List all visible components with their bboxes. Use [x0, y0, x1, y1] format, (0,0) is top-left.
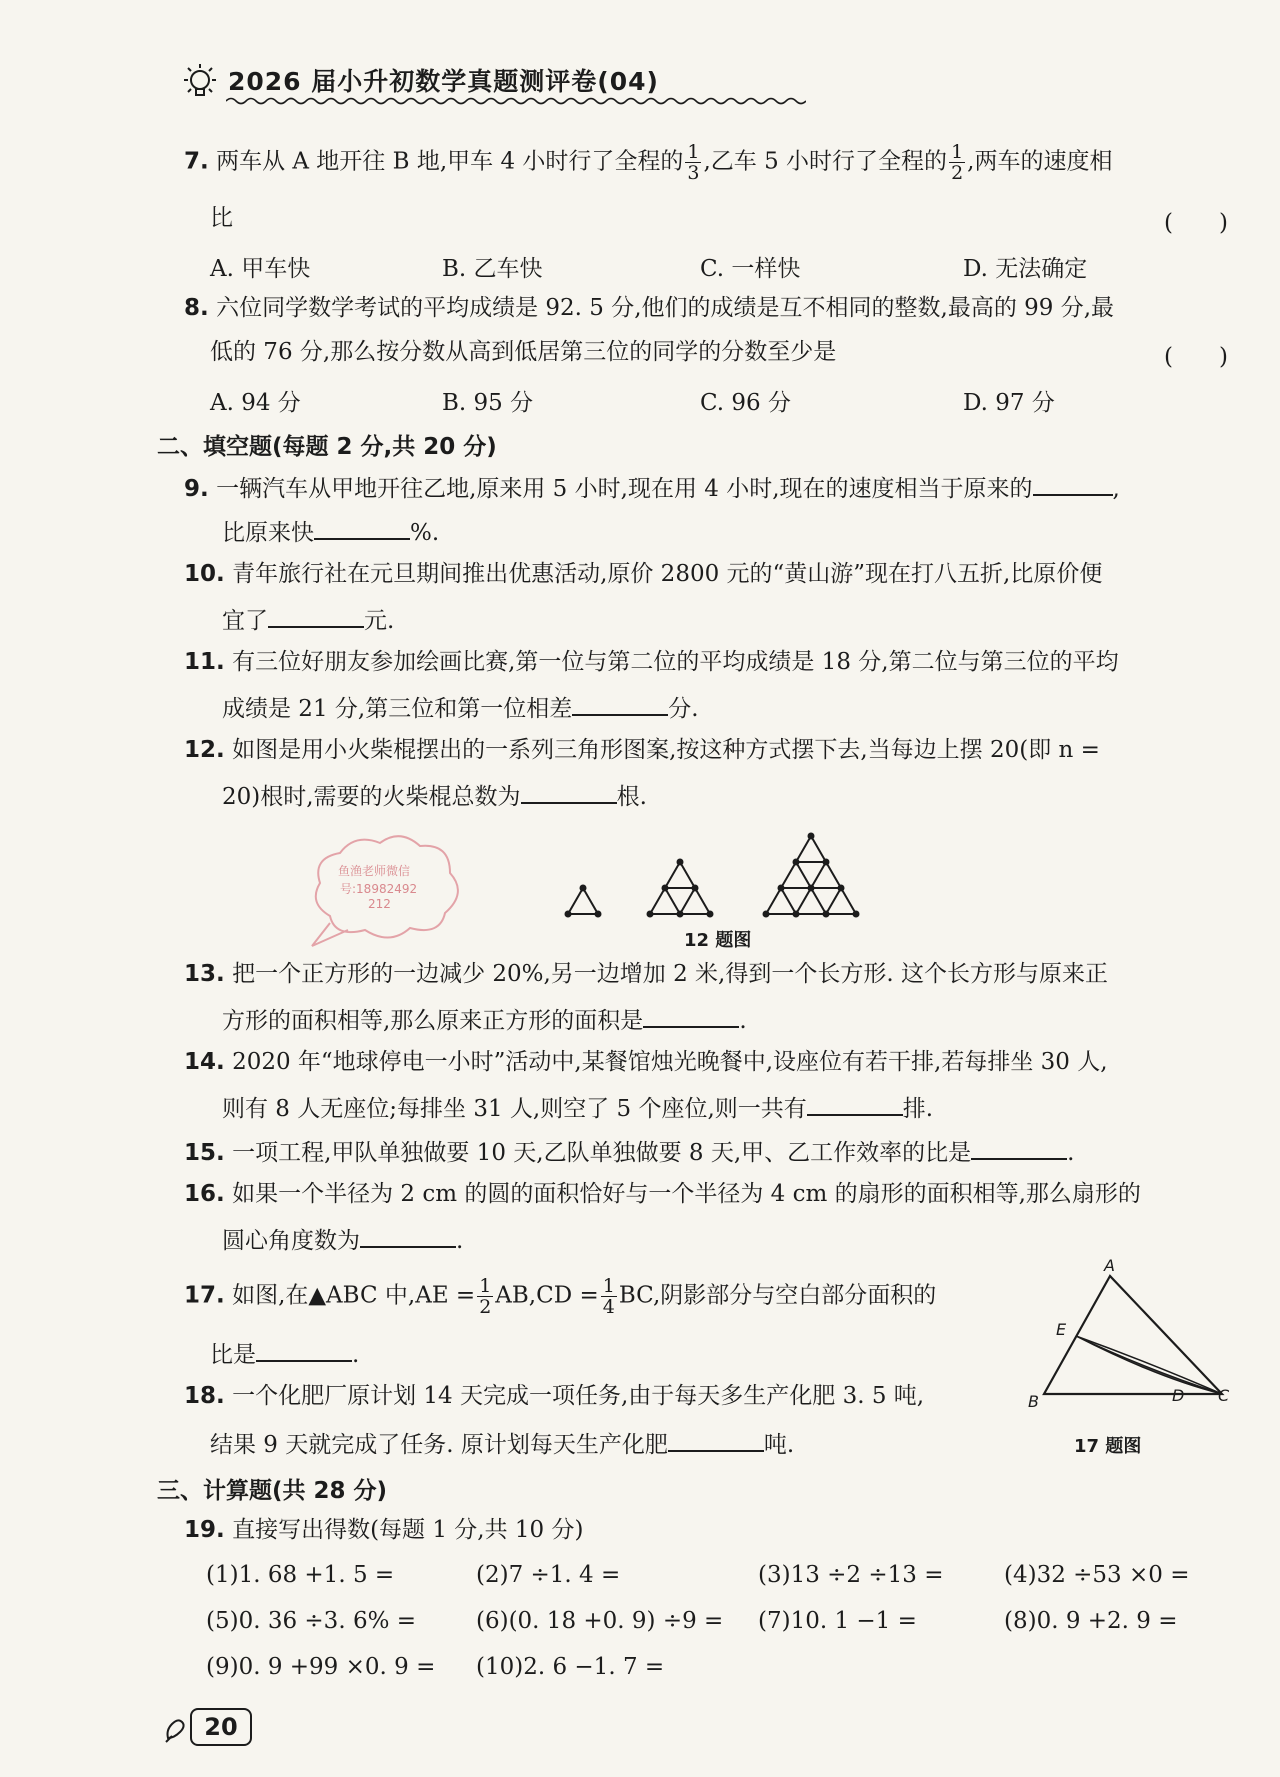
question-9-line2: 比原来快 %. — [222, 516, 439, 547]
calc-item-9: (9)0. 9 +99 ×0. 9 = — [206, 1654, 436, 1680]
question-number: 11. — [184, 649, 225, 675]
answer-blank[interactable] — [521, 780, 617, 804]
point-label-b: B — [1028, 1392, 1039, 1411]
answer-blank[interactable] — [643, 1004, 739, 1028]
question-12 — [184, 736, 1100, 764]
calc-item-3: (3)13 ÷2 ÷13 = — [758, 1562, 944, 1588]
question-text: 直接写出得数(每题 1 分,共 10 分) — [232, 1517, 584, 1543]
answer-blank[interactable] — [256, 1338, 352, 1362]
header-underline — [226, 96, 806, 106]
question-text: ,乙车 5 小时行了全程的 — [703, 148, 948, 175]
question-16 — [184, 1180, 1141, 1208]
question-number: 7. — [184, 148, 209, 175]
watermark-text: 212 — [368, 897, 391, 911]
answer-blank[interactable] — [314, 516, 410, 540]
watermark-text: 鱼渔老师微信 — [338, 864, 411, 878]
question-16-line2: 圆心角度数为 . — [222, 1224, 463, 1255]
question-17 — [184, 1276, 936, 1317]
fraction: $\frac{1}{2}$ — [479, 1275, 492, 1318]
fraction: $\frac{1}{3}$ — [687, 141, 700, 184]
figure-12-label: 12 题图 — [684, 930, 752, 951]
question-text: 一辆汽车从甲地开往乙地,原来用 5 小时,现在用 4 小时,现在的速度相当于原来的 — [216, 476, 1033, 502]
question-text: 把一个正方形的一边减少 20%,另一边增加 2 米,得到一个长方形. 这个长方形与原来正 — [232, 961, 1108, 987]
option-d: D. 无法确定 — [963, 256, 1088, 282]
option-c: C. 一样快 — [700, 256, 801, 282]
option-c: C. 96 分 — [700, 390, 791, 416]
option-b: B. 95 分 — [442, 390, 534, 416]
page-title: 2026 届小升初数学真题测评卷(04) — [228, 67, 659, 96]
answer-parentheses: ( ) — [1164, 210, 1228, 236]
calc-item-7: (7)10. 1 −1 = — [758, 1608, 917, 1634]
calc-item-1: (1)1. 68 +1. 5 = — [206, 1562, 395, 1588]
question-10 — [184, 560, 1102, 588]
calc-item-4: (4)32 ÷53 ×0 = — [1004, 1562, 1190, 1588]
question-number: 13. — [184, 961, 225, 987]
question-text: 一个化肥厂原计划 14 天完成一项任务,由于每天多生产化肥 3. 5 吨, — [232, 1383, 925, 1409]
question-17-line2: 比是 . — [210, 1338, 359, 1369]
question-number: 18. — [184, 1383, 225, 1409]
question-18-line2: 结果 9 天就完成了任务. 原计划每天生产化肥 吨. — [210, 1428, 794, 1459]
question-18 — [184, 1382, 924, 1410]
pencil-icon — [162, 1712, 190, 1744]
question-text: 青年旅行社在元旦期间推出优惠活动,原价 2800 元的“黄山游”现在打八五折,比原价便 — [232, 561, 1103, 587]
answer-blank[interactable] — [807, 1092, 903, 1116]
question-number: 14. — [184, 1049, 225, 1075]
question-text: 如图是用小火柴棍摆出的一系列三角形图案,按这种方式摆下去,当每边上摆 20(即 n = — [232, 737, 1100, 763]
section-heading-fill-in: 二、填空题(每题 2 分,共 20 分) — [157, 434, 497, 460]
watermark-text: 号:18982492 — [340, 882, 418, 896]
question-number: 10. — [184, 561, 225, 587]
question-11-line2: 成绩是 21 分,第三位和第一位相差 分. — [222, 692, 699, 723]
calc-item-10: (10)2. 6 −1. 7 = — [476, 1654, 665, 1680]
answer-blank[interactable] — [572, 692, 668, 716]
point-label-c: C — [1218, 1386, 1230, 1405]
answer-parentheses: ( ) — [1164, 344, 1228, 370]
answer-blank[interactable] — [971, 1136, 1067, 1160]
fraction: $\frac{1}{4}$ — [602, 1275, 615, 1318]
question-number: 12. — [184, 737, 225, 763]
calc-item-5: (5)0. 36 ÷3. 6% = — [206, 1608, 417, 1634]
option-a: A. 94 分 — [210, 390, 301, 416]
question-number: 8. — [184, 295, 209, 321]
question-number: 17. — [184, 1282, 225, 1309]
question-14 — [184, 1048, 1108, 1076]
answer-blank[interactable] — [668, 1428, 764, 1452]
question-19 — [184, 1516, 583, 1544]
answer-blank[interactable] — [360, 1224, 456, 1248]
question-text: BC,阴影部分与空白部分面积的 — [618, 1282, 937, 1309]
question-number: 16. — [184, 1181, 225, 1207]
calc-item-6: (6)(0. 18 +0. 9) ÷9 = — [476, 1608, 724, 1634]
calc-item-2: (2)7 ÷1. 4 = — [476, 1562, 621, 1588]
question-8-line2: 低的 76 分,那么按分数从高到低居第三位的同学的分数至少是 — [210, 339, 837, 365]
calc-item-8: (8)0. 9 +2. 9 = — [1004, 1608, 1178, 1634]
question-text: 一项工程,甲队单独做要 10 天,乙队单独做要 8 天,甲、乙工作效率的比是 — [232, 1140, 972, 1166]
question-text: 如果一个半径为 2 cm 的圆的面积恰好与一个半径为 4 cm 的扇形的面积相等,那么扇形的 — [232, 1181, 1141, 1207]
question-text: 六位同学数学考试的平均成绩是 92. 5 分,他们的成绩是互不相同的整数,最高的 99 分,最 — [216, 295, 1115, 321]
point-label-d: D — [1172, 1386, 1185, 1405]
figure-17-label: 17 题图 — [1074, 1436, 1142, 1457]
point-label-a: A — [1104, 1256, 1115, 1275]
question-text: 2020 年“地球停电一小时”活动中,某餐馆烛光晚餐中,设座位有若干排,若每排坐 30 人, — [232, 1049, 1108, 1075]
question-15: 15. 一项工程,甲队单独做要 10 天,乙队单独做要 8 天,甲、乙工作效率的比是 . — [184, 1136, 1074, 1167]
question-number: 19. — [184, 1517, 225, 1543]
question-13 — [184, 960, 1108, 988]
question-number: 15. — [184, 1140, 225, 1166]
question-text: 两车从 A 地开往 B 地,甲车 4 小时行了全程的 — [216, 148, 684, 175]
option-d: D. 97 分 — [963, 390, 1055, 416]
answer-blank[interactable] — [268, 604, 364, 628]
fraction: $\frac{1}{2}$ — [951, 141, 964, 184]
option-a: A. 甲车快 — [210, 256, 311, 282]
answer-blank[interactable] — [1033, 472, 1113, 496]
matchstick-triangles-figure — [560, 820, 880, 920]
point-label-e: E — [1056, 1320, 1067, 1339]
triangle-abc-figure — [1018, 1258, 1238, 1418]
question-14-line2: 则有 8 人无座位;每排坐 31 人,则空了 5 个座位,则一共有 排. — [222, 1092, 933, 1123]
option-b: B. 乙车快 — [442, 256, 543, 282]
page-number: 20 — [190, 1708, 252, 1746]
question-7 — [184, 142, 1112, 183]
question-12-line2: 20)根时,需要的火柴棍总数为 根. — [222, 780, 647, 811]
question-text: 有三位好朋友参加绘画比赛,第一位与第二位的平均成绩是 18 分,第二位与第三位的平均 — [232, 649, 1119, 675]
question-number: 9. — [184, 476, 209, 502]
question-text: ,两车的速度相 — [967, 148, 1113, 175]
question-text: AB,CD = — [495, 1282, 599, 1309]
question-8 — [184, 294, 1114, 322]
question-13-line2: 方形的面积相等,那么原来正方形的面积是 . — [222, 1004, 747, 1035]
question-10-line2: 宜了 元. — [222, 604, 394, 635]
section-heading-calculation: 三、计算题(共 28 分) — [157, 1478, 388, 1504]
question-7-line2: 比 — [210, 205, 233, 231]
lightbulb-icon — [178, 62, 222, 102]
question-9: 9. 一辆汽车从甲地开往乙地,原来用 5 小时,现在用 4 小时,现在的速度相当于原来的 , — [184, 472, 1120, 503]
question-text: 如图,在▲ABC 中,AE = — [232, 1282, 476, 1309]
question-11 — [184, 648, 1119, 676]
